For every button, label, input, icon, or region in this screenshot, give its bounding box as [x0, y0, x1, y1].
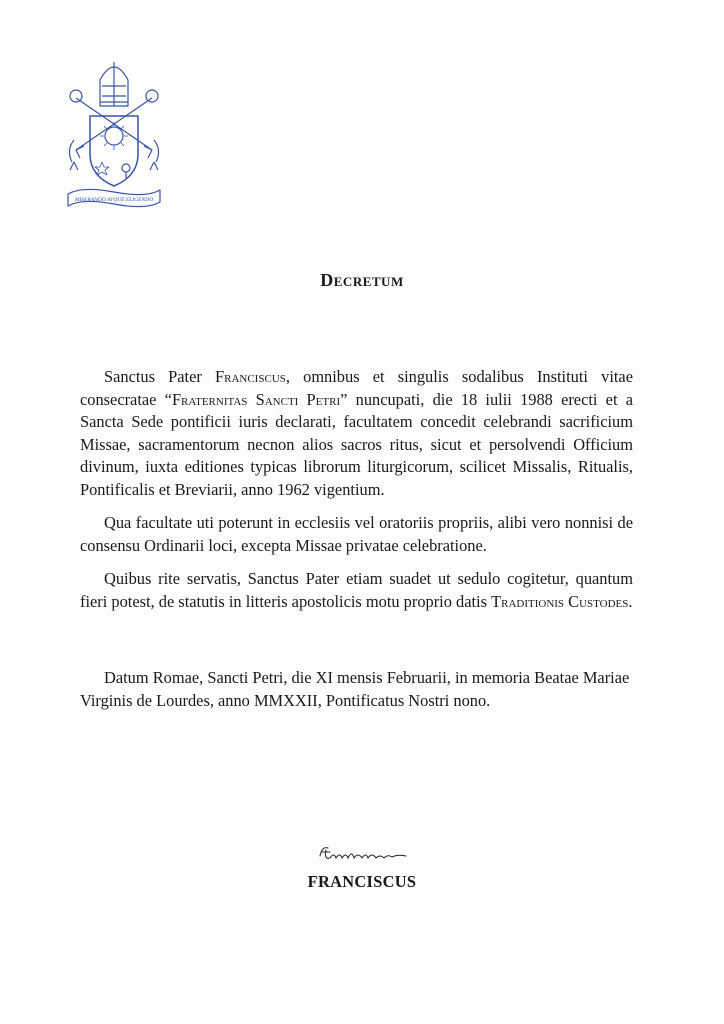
pope-name: Franciscus: [215, 367, 286, 386]
date-line: [80, 667, 633, 712]
paragraph-1-text-b: , omnibus et singulis sodalibus Instituti vitae consecratae “: [80, 367, 633, 409]
institute-name: Fraternitas Sancti Petri: [171, 389, 341, 409]
motto-text: MISERANDO ATQUE ELIGENDO: [74, 197, 154, 203]
document-name: Traditionis Custodes: [491, 591, 629, 611]
page-title: Decretum: [320, 270, 404, 290]
paragraph-1-text-a: Sanctus Pater: [104, 367, 215, 386]
handwritten-signature-icon: [316, 842, 412, 864]
paragraph-3-text-a: Quibus rite servatis, Sanctus Pater etiam suadet ut sedulo cogitetur, quantum fieri potest, de statutis in litteris apostolicis motu proprio datis: [80, 569, 633, 611]
paragraph-1-text-c: ” nuncupati, die 18 iulii 1988 erecti et a Sancta Sede pontificii iuris declarati, facultatem concedit celebrandi sacrificium Missae, sacramentorum necnon alios sacros ritus, sicut et persolvendi Officium divinum, iuxta editiones typicas librorum liturgicorum, scilicet Missalis, Ritualis, Pontificalis et Breviarii, anno 1962 vigentium.: [80, 389, 634, 499]
paragraph-3-text-b: .: [628, 591, 633, 611]
papal-coat-of-arms-icon: [62, 50, 166, 210]
paragraph-1: [80, 366, 633, 501]
datum-text: Datum Romae, Sancti Petri, die XI mensis Februarii, in memoria Beatae Mariae Virginis de Lourdes, anno MMXXII, Pontificatus Nostri nono.: [80, 668, 630, 710]
signatory-name: FRANCISCUS: [307, 872, 417, 891]
decree-body: [80, 366, 633, 624]
paragraph-3: [80, 568, 633, 613]
paragraph-2: Qua facultate uti poterunt in ecclesiis vel oratoriis propriis, alibi vero nonnisi de consensu Ordinarii loci, excepta Missae privatae celebratione.: [80, 513, 633, 555]
